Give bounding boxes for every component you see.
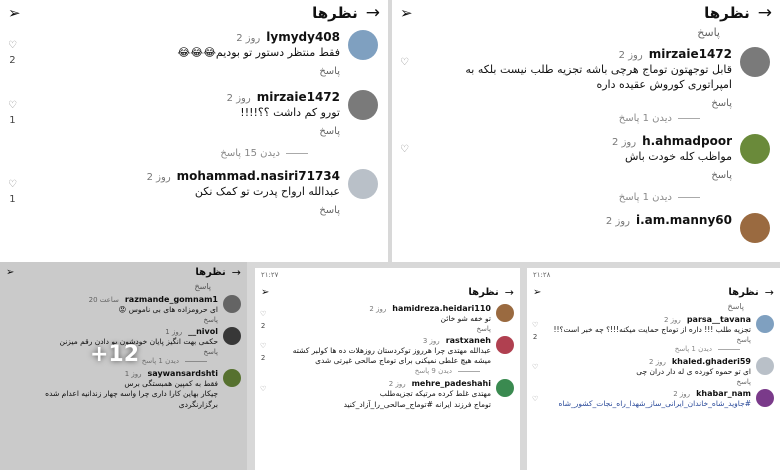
comment-time: 2 روز [226,93,251,104]
comment-text: مهتدی غلط کرده مرتیکه تجزیه‌طلب توماج فرزند ایرانه #توماج_صالحی_را_آزاد_کنید [343,389,491,409]
heart-icon[interactable]: ♡ [8,40,17,51]
avatar[interactable] [496,304,514,322]
divider [458,371,480,372]
like-control[interactable] [8,179,17,205]
like-control[interactable] [8,40,17,66]
more-images-count[interactable]: +12 [90,342,140,367]
view-replies-link[interactable] [255,367,520,377]
reply-button[interactable]: پاسخ [736,336,751,345]
like-control[interactable] [532,363,538,371]
reply-button[interactable]: پاسخ [711,169,732,181]
comment-username[interactable]: mirzaie1472 [256,90,340,104]
reply-button[interactable]: پاسخ [319,125,340,137]
comment-time: 2 روز [605,215,630,227]
comment-time: 2 روز [673,390,691,399]
comment-username[interactable]: h.ahmadpoor [642,133,732,148]
comment-username[interactable]: hamidreza.heidari110 [392,304,491,313]
heart-icon[interactable]: ♡ [8,100,17,111]
comment-text: ای تو حموه کورده ی له دار دران چی [636,367,751,377]
comment-time: 2 روز [612,136,637,148]
avatar[interactable] [740,47,770,77]
comment-time: 2 روز [663,316,681,324]
comment-time: 2 روز [236,33,261,44]
reply-button[interactable]: پاسخ [319,204,340,216]
comment-username[interactable]: razmande_gomnam1 [124,295,218,304]
comment-text: مواظب کله خودت باش [624,149,732,163]
comment-username[interactable]: saywansardshti [147,369,218,379]
view-replies-link[interactable] [392,111,780,130]
comment-username[interactable]: khabar_nam [696,389,751,399]
reply-button[interactable]: پاسخ [194,282,211,291]
divider [718,349,740,350]
comment-username[interactable]: lymydy408 [266,30,340,44]
comment-text: عبدالله مهتدی چرا هرروز توکردستان روزهلات ده ها کولبر کشته میشه هیچ علطی نمیکنی برای توماج صالحی غیرتی شدی [292,346,491,366]
comment-time: 1 روز [124,370,142,379]
comment-username[interactable]: __nivol [188,327,218,337]
comment-text: تجزیه طلب !!! داره از توماج حمایت میکنه!!!؟ چه خبر است؟!! [553,325,751,334]
send-icon[interactable]: ➢ [533,286,542,298]
comment-time: 2 روز [369,305,387,313]
back-arrow-icon[interactable]: → [365,3,380,23]
back-arrow-icon[interactable]: → [504,285,514,299]
comment-text: عبدالله ارواح پدرت تو کمک نکن [194,185,340,198]
comments-header [392,0,780,26]
avatar[interactable] [496,336,514,354]
comment-item [0,86,388,146]
reply-button[interactable]: پاسخ [476,325,491,334]
like-control[interactable] [8,100,17,126]
avatar[interactable] [756,389,774,407]
status-bar [255,268,520,282]
view-replies-text[interactable]: دیدن 1 پاسخ [141,357,179,366]
heart-icon[interactable]: ♡ [532,395,539,404]
comment-time: 2 روز [649,358,666,367]
comments-header [0,0,388,26]
comment-item [0,26,388,86]
comment-text: فقط به کمپین همبستگی برس چیکار بهاین کارا داری چرا واسه چهار زندانیه اعدام شده برگزارنگردی [45,379,218,409]
status-bar [527,268,780,282]
view-replies-link[interactable] [0,146,388,165]
comment-username[interactable]: khaled.ghaderi59 [671,357,751,367]
comment-username[interactable]: mohammad.nasiri71734 [176,169,340,183]
avatar[interactable] [740,134,770,164]
reply-button[interactable]: پاسخ [203,316,218,325]
reply-button[interactable]: پاسخ [203,348,218,357]
like-control[interactable] [260,310,266,330]
comments-title: نظرها [312,4,358,22]
view-replies-text[interactable]: دیدن 9 پاسخ [414,367,452,376]
heart-icon[interactable]: ♡ [532,321,539,329]
avatar[interactable] [756,357,774,375]
comments-panel-4 [255,268,520,470]
back-arrow-icon[interactable]: → [764,285,774,299]
send-icon[interactable]: ➢ [6,266,15,278]
reply-button[interactable]: پاسخ [736,378,751,387]
comment-item [255,377,520,410]
back-arrow-icon[interactable]: → [231,265,241,279]
comment-time: 2 روز [146,172,171,183]
comment-text: #جاوید_شاه_خاندان_ایرانی_ساز_شهدا_راه_نجات_کشور_شاه [558,399,751,409]
divider [678,118,700,119]
comment-text: فقط منتظر دستور تو بودیم😂😂😂 [177,46,340,59]
avatar[interactable] [348,30,378,60]
back-arrow-icon[interactable]: → [757,3,772,23]
comment-time: 20 ساعت [88,296,119,304]
like-control[interactable] [532,321,538,341]
like-count: 2 [260,354,266,363]
send-icon[interactable]: ➢ [400,4,413,22]
avatar[interactable] [756,315,774,333]
comments-title: نظرها [728,286,759,298]
comments-panel-2 [392,0,780,262]
like-count: 2 [9,55,16,66]
send-icon[interactable]: ➢ [8,4,21,22]
heart-icon[interactable]: ♡ [532,363,539,372]
comment-text: تو خفه شو خائن [440,314,491,323]
heart-icon[interactable]: ♡ [400,143,409,155]
comment-item [527,387,780,417]
comment-item [392,209,780,262]
comment-item [392,43,780,111]
comment-item [392,130,780,190]
heart-icon[interactable]: ♡ [8,179,17,190]
view-replies-text[interactable]: دیدن 15 پاسخ [220,148,280,159]
like-count: 1 [9,194,16,205]
comment-text: حکمی بهت انگیز پایان خودشون بو دادن رقم میزنن [59,337,218,347]
comment-username[interactable]: i.am.manny60 [635,212,732,227]
like-control[interactable] [260,385,266,393]
avatar[interactable] [348,90,378,120]
reply-button[interactable]: پاسخ [711,97,732,109]
comment-time: 2 روز [388,380,406,389]
like-control[interactable] [532,395,538,403]
like-count: 1 [9,115,16,126]
comments-panel-3 [0,262,247,470]
view-replies-text[interactable]: دیدن 1 پاسخ [674,345,712,354]
view-replies-text[interactable]: دیدن 1 پاسخ [618,191,672,203]
reply-button[interactable]: پاسخ [727,302,744,311]
view-replies-link[interactable] [392,190,780,209]
comment-username[interactable]: mehre_padeshahi [411,379,491,389]
reply-button[interactable]: پاسخ [319,65,340,77]
comment-username[interactable]: parsa__tavana [686,315,751,324]
like-control[interactable] [260,342,266,362]
comment-item [255,302,520,334]
comment-item [527,355,780,387]
comments-header [255,282,520,302]
comment-time: 3 روز [422,337,440,346]
comment-text: تورو کم داشت ؟؟!!!! [240,106,340,119]
heart-icon[interactable]: ♡ [260,342,267,351]
status-time: ۲۱:۲۷ [261,271,279,279]
heart-icon[interactable]: ♡ [400,57,409,68]
comments-panel-5 [527,268,780,470]
comment-username[interactable]: rastxaneh [445,336,491,346]
status-time: ۲۱:۲۸ [533,271,551,279]
comment-item [527,313,780,345]
like-count: 2 [260,322,266,330]
view-replies-text[interactable]: دیدن 1 پاسخ [618,112,672,124]
like-control[interactable] [400,57,409,68]
heart-icon[interactable]: ♡ [260,385,267,394]
avatar[interactable] [496,379,514,397]
divider [286,153,308,154]
comment-text: قابل توجهتون توماج هرچی باشه تجزیه طلب نیست بلکه به امپراتوری کوروش عقیده داره [465,63,732,91]
comment-username[interactable]: mirzaie1472 [648,47,732,61]
heart-icon[interactable]: ♡ [260,310,267,318]
comment-text: ای حرومزاده های بی ناموس 😡 [118,305,218,314]
reply-button[interactable]: پاسخ [697,26,720,39]
comments-title: نظرها [195,266,226,278]
avatar[interactable] [740,213,770,243]
avatar[interactable] [348,169,378,199]
comment-time: 2 روز [618,50,643,61]
comments-header [527,282,780,302]
send-icon[interactable]: ➢ [261,286,270,298]
comment-item [255,334,520,367]
comment-item [0,165,388,225]
like-count: 2 [532,333,538,341]
comment-time: 1 روز [165,328,183,337]
comments-title: نظرها [704,4,750,22]
view-replies-link[interactable] [527,345,780,355]
divider [678,197,700,198]
comments-panel-1 [0,0,388,262]
like-control[interactable] [400,144,409,155]
comments-title: نظرها [468,286,499,298]
